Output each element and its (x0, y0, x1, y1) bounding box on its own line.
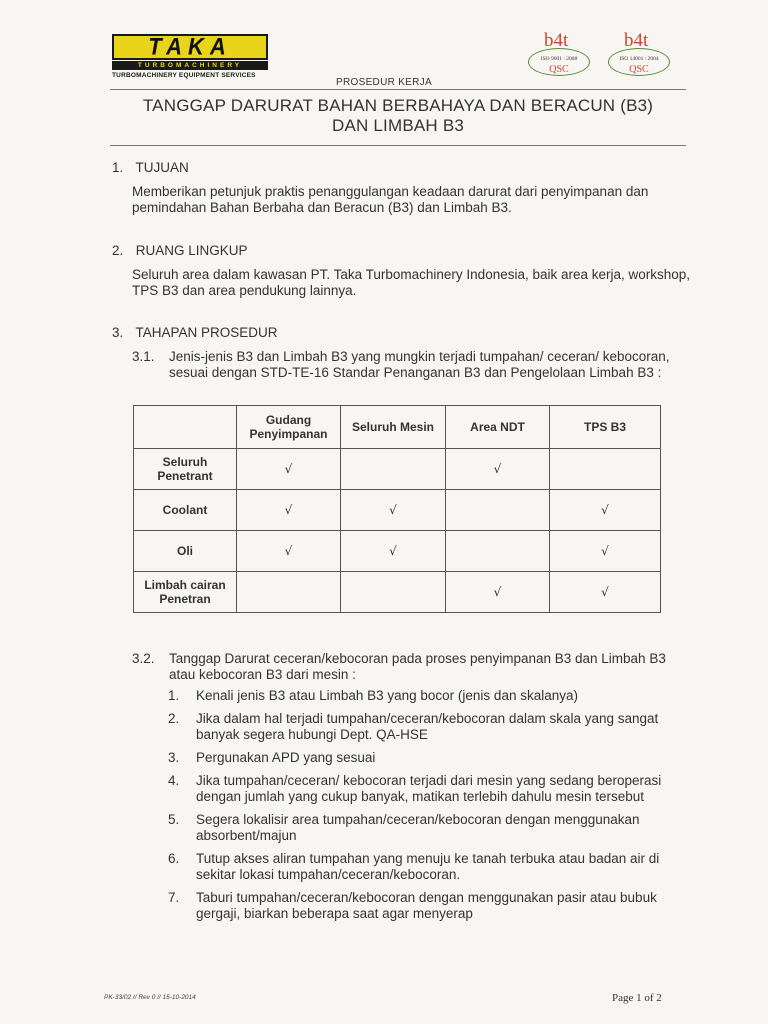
section-heading-tahapan: 3. TAHAPAN PROSEDUR (112, 325, 278, 340)
list-item: 7. Taburi tumpahan/ceceran/kebocoran dengan menggunakan pasir atau bubuk gergaji, biarkan beberapa saat agar menyerap (168, 890, 657, 921)
row-label: Oli (134, 531, 237, 572)
table-cell (341, 572, 446, 613)
title-line-1: TANGGAP DARURAT BAHAN BERBAHAYA DAN BERACUN (B3) (142, 96, 654, 115)
company-logo (112, 34, 268, 79)
cert-brand: b4t (624, 30, 649, 51)
table-cell: √ (446, 449, 550, 490)
table-cell (550, 449, 661, 490)
table-row (134, 449, 661, 490)
table-row (134, 572, 661, 613)
subsection-3-1: 3.1. Jenis-jenis B3 dan Limbah B3 yang mungkin terjadi tumpahan/ ceceran/ kebocoran, sesuai dengan STD-TE-16 Standar Penanganan B3 dan Pengelolaan Limbah B3 : (132, 349, 670, 380)
table-header-row (134, 406, 661, 449)
table-cell (446, 490, 550, 531)
page-title (110, 96, 686, 136)
title-divider (110, 145, 686, 146)
document-type: PROSEDUR KERJA (336, 77, 432, 88)
section-body-tujuan: Memberikan petunjuk praktis penanggulangan keadaan darurat dari penyimpanan dan pemindahan Bahan Berbaha dan Beracun (B3) dan Limbah B3. (132, 184, 649, 215)
table-cell: √ (550, 572, 661, 613)
logo-subtitle: TURBOMACHINERY EQUIPMENT SERVICES (112, 72, 256, 79)
list-item: 5. Segera lokalisir area tumpahan/ceceran/kebocoran dengan menggunakan absorbent/majun (168, 812, 640, 843)
table-cell: √ (237, 490, 341, 531)
table-row (134, 531, 661, 572)
page-number: Page 1 of 2 (612, 992, 662, 1004)
table-cell: √ (446, 572, 550, 613)
subsection-3-2: 3.2. Tanggap Darurat ceceran/kebocoran pada proses penyimpanan B3 dan Limbah B3 atau kebocoran B3 dari mesin : (132, 651, 666, 682)
table-cell (341, 449, 446, 490)
row-label: Coolant (134, 490, 237, 531)
section-heading-ruang-lingkup: 2. RUANG LINGKUP (112, 243, 248, 258)
cert-badge-iso14001 (606, 30, 672, 80)
header-divider (110, 89, 686, 90)
cert-mark: QSC (629, 64, 649, 75)
table-cell (446, 531, 550, 572)
document-code: PK-33/02 // Rev 0 // 15-10-2014 (104, 994, 196, 1001)
logo-wordmark: TAKA (148, 32, 232, 61)
list-item: 4. Jika tumpahan/ceceran/ kebocoran terjadi dari mesin yang sedang beroperasi dengan jumlah yang cukup banyak, matikan terlebih dahulu mesin tersebut (168, 773, 662, 804)
list-item: 2. Jika dalam hal terjadi tumpahan/ceceran/kebocoran dalam skala yang sangat banyak segera hubungi Dept. QA-HSE (168, 711, 659, 742)
table-cell (237, 572, 341, 613)
section-body-ruang-lingkup: Seluruh area dalam kawasan PT. Taka Turbomachinery Indonesia, baik area kerja, workshop, TPS B3 dan area pendukung lainnya. (132, 267, 691, 298)
section-heading-tujuan: 1. TUJUAN (112, 160, 189, 175)
column-header: Area NDT (446, 406, 550, 449)
table-cell: √ (341, 490, 446, 531)
cert-iso: ISO 14001 : 2004 (619, 56, 659, 62)
list-item: 3. Pergunakan APD yang sesuai (168, 750, 376, 765)
table-cell: √ (341, 531, 446, 572)
table-cell: √ (237, 449, 341, 490)
list-item: 1. Kenali jenis B3 atau Limbah B3 yang bocor (jenis dan skalanya) (168, 688, 578, 703)
row-label: Seluruh Penetrant (134, 449, 237, 490)
cert-brand: b4t (544, 30, 569, 51)
logo-band: TURBOMACHINERY (112, 61, 268, 70)
cert-mark: QSC (549, 64, 569, 75)
table-cell: √ (550, 490, 661, 531)
table-cell: √ (550, 531, 661, 572)
procedure-steps (168, 688, 688, 929)
b3-location-table (133, 405, 661, 613)
cert-iso: ISO 9001 : 2008 (540, 56, 578, 62)
table-cell: √ (237, 531, 341, 572)
column-header: TPS B3 (550, 406, 661, 449)
column-header: Seluruh Mesin (341, 406, 446, 449)
title-line-2: DAN LIMBAH B3 (331, 116, 465, 135)
column-header: Gudang Penyimpanan (237, 406, 341, 449)
table-row (134, 490, 661, 531)
table-corner (134, 406, 237, 449)
cert-badge-iso9001 (526, 30, 592, 80)
list-item: 6. Tutup akses aliran tumpahan yang menuju ke tanah terbuka atau badan air di sekitar lokasi tumpahan/ceceran/kebocoran. (168, 851, 660, 882)
row-label: Limbah cairan Penetran (134, 572, 237, 613)
